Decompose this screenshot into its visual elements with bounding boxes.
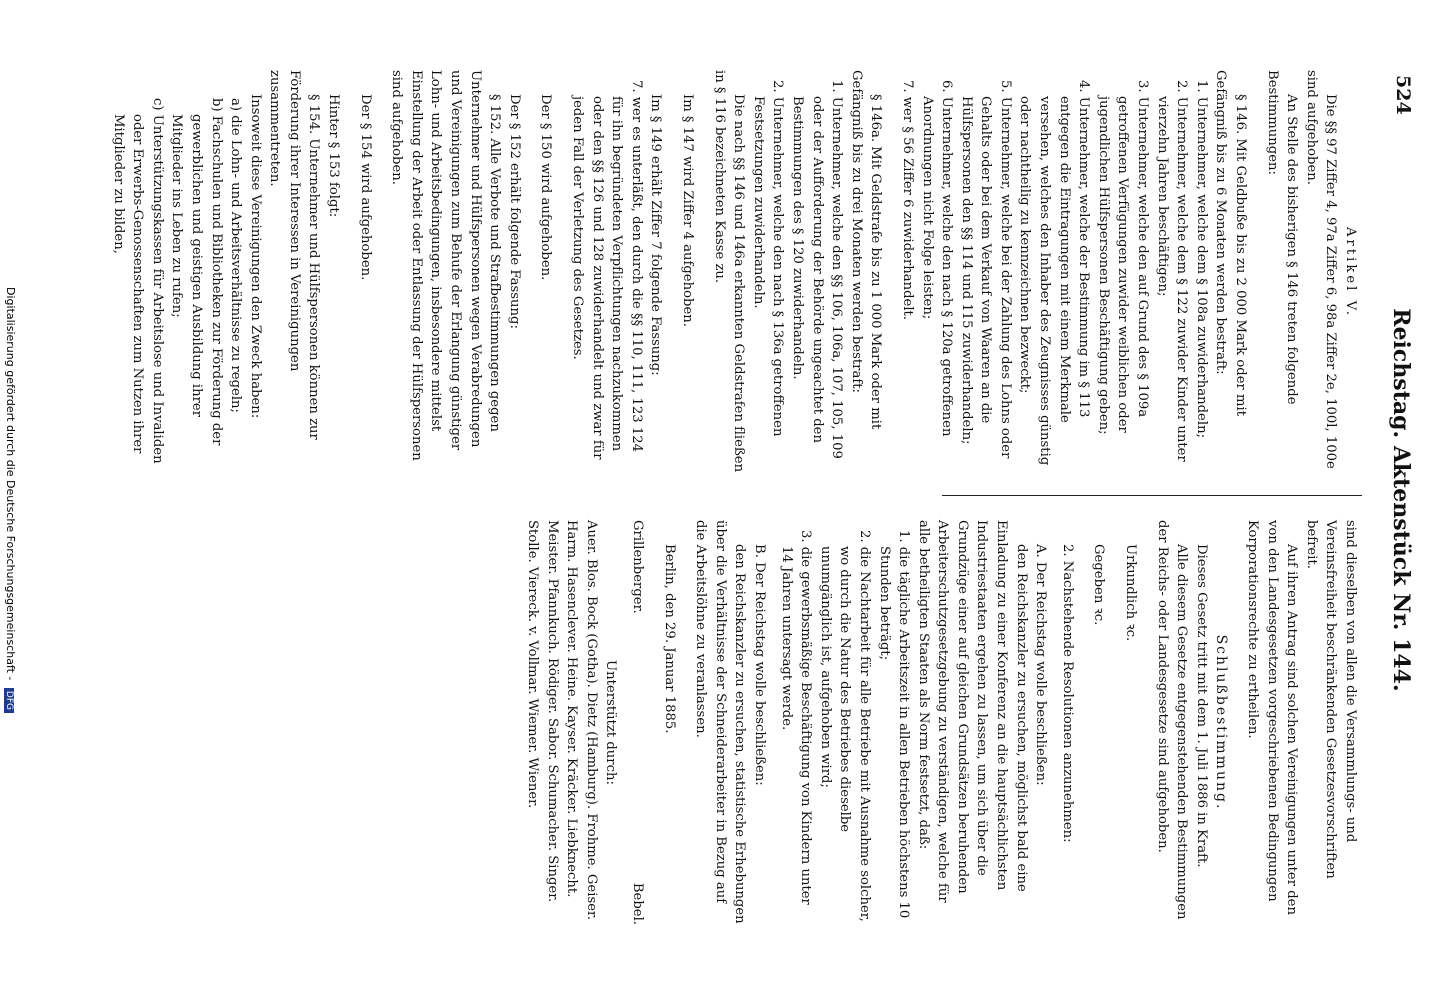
text-paragraph: 1. Unternehmer, welche dem § 108a zuwiderhandeln;	[1193, 80, 1209, 439]
text-paragraph: Der § 154 wird aufgehoben.	[357, 94, 373, 281]
text-paragraph: 1. die tägliche Arbeitszeit in allen Betrieben höchstens 10 Stunden beträgt;	[876, 530, 912, 919]
text-paragraph: den Reichskanzler zu ersuchen, statistische Erhebungen über die Verhältnisse der Schneiderarbeiter in Bezug auf die Arbeitslöhne zu veranlassen.	[693, 520, 748, 924]
spacer	[620, 520, 627, 925]
page-header	[1384, 30, 1414, 970]
spacer	[697, 70, 709, 475]
text-paragraph: 4. Unternehmer, welche der Bestimmung im § 113 entgegen die Eintragungen mit einem Merkmale versehen, welches den Inhaber des Zeugnisses günstig oder nachtheilig zu kennzeichnen bezweckt;	[1017, 80, 1092, 466]
spacer	[1108, 520, 1120, 925]
right-column	[522, 520, 1360, 925]
text-paragraph: 2. die Nachtarbeit für alle Betriebe mit Ausnahme solcher, wo durch die Natur des Betriebes dieselbe unumgänglich ist, aufgehoben wird;	[817, 530, 872, 922]
spacer	[769, 520, 776, 925]
text-paragraph: A. Der Reichstag wolle beschließen:	[1033, 544, 1049, 786]
spacer	[343, 70, 355, 475]
text-paragraph: 6. Unternehmer, welche den nach § 120a getroffenen Anordnungen nicht Folge leisten;	[919, 80, 955, 437]
text-paragraph: 2. Unternehmer, welche dem § 122 zuwider Kinder unter vierzehn Jahren beschäftigen;	[1154, 80, 1190, 462]
spacer	[1230, 520, 1242, 925]
column-divider	[942, 495, 1362, 496]
text-paragraph: An Stelle des bisherigen § 146 treten folgende Bestimmungen:	[1264, 70, 1300, 405]
spacer	[647, 520, 659, 925]
text-paragraph: § 152. Alle Verbote und Strafbestimmungen gegen Unternehmer und Hülfspersonen wegen Verabredungen und Vereinigungen zum Behufe der Erlangung günstiger Lohn- und Arbeitsbedingungen, insbesondere mittelst Einstellung der Arbeit oder Entlassung der Hülfspersonen sind aufgehoben.	[389, 70, 503, 461]
text-paragraph: Der § 152 erhält folgende Fassung:	[506, 94, 522, 329]
spacer	[1140, 520, 1152, 925]
dfg-logo: DFG	[4, 688, 14, 713]
text-paragraph: Die nach §§ 146 und 146a erkannten Geldstrafen fließen in § 116 bezeichneten Kasse zu.	[711, 70, 747, 473]
text-paragraph: B. Der Reichstag wolle beschließen:	[751, 544, 767, 786]
text-paragraph: § 154. Unternehmer und Hülfspersonen können zur Förderung ihrer Interessen in Vereinigungen zusammentreten.	[267, 70, 322, 440]
page-number: 524	[1392, 75, 1414, 115]
text-paragraph: Berlin, den 29. Januar 1885.	[661, 544, 677, 734]
spacer	[375, 70, 387, 475]
page-title: Reichstag. Aktenstück Nr. 144.	[1388, 308, 1414, 692]
spacer	[1050, 520, 1057, 925]
text-paragraph: Unterstützt durch:	[603, 660, 619, 785]
text-paragraph: a) die Lohn- und Arbeitsverhältnisse zu regeln;	[228, 98, 244, 413]
text-paragraph: Der § 150 wird aufgehoben.	[538, 94, 554, 281]
spacer	[679, 520, 691, 925]
spacer	[555, 70, 567, 475]
text-paragraph: c) Unterstützungskassen für Arbeitslose und Invaliden oder Erwerbs-Genossenschaften zum Nutzen ihrer Mitglieder zu bilden,	[110, 98, 165, 464]
signature-row	[627, 520, 647, 925]
text-paragraph: Auer. Blos. Bock (Gotha). Dietz (Hamburg). Frohme. Geiser. Harm. Hasenclever. Heine. Kayser. Kräcker. Liebknecht. Meister. Pfannkuch. Rödiger. Sabor. Schumacher. Singer. Stolle. Viereck. v. Vollmar. Wiemer. Wiener.	[525, 520, 599, 921]
text-paragraph: § 146. Mit Geldbuße bis zu 2 000 Mark oder mit Gefängniß bis zu 6 Monaten werden bestraft:	[1213, 70, 1249, 417]
text-paragraph: Dieses Gesetz tritt mit dem 1. Juli 1886 in Kraft.	[1193, 544, 1209, 868]
text-paragraph: 1. Unternehmer, welche den §§ 106, 106a, 107, 105, 109 oder der Aufforderung der Behörde ungeachtet den Bestimmungen des § 120 zuwiderhandeln.	[789, 80, 845, 459]
text-paragraph: Gegeben ꝛc.	[1091, 544, 1107, 626]
text-paragraph: Hinter § 153 folgt:	[326, 94, 342, 218]
text-paragraph: sind dieselben von allen die Versammlungs- und Vereinsfreiheit beschränkenden Gesetzesvorschriften befreit.	[1303, 520, 1358, 879]
text-paragraph: § 146a. Mit Geldstrafe bis zu 1 000 Mark oder mit Gefängniß bis zu drei Monaten werden bestraft:	[848, 70, 884, 430]
footer-text: Digitalisierung gefördert durch die Deutsche Forschungsgemeinschaft -	[4, 287, 17, 681]
spacer	[524, 70, 536, 475]
spacer	[1077, 520, 1089, 925]
text-paragraph: Im § 147 wird Ziffer 4 aufgehoben.	[680, 94, 695, 327]
spacer	[885, 70, 897, 475]
text-paragraph: 3. die gewerbsmäßige Beschäftigung von Kindern unter 14 Jahren untersagt werde.	[778, 530, 814, 905]
text-paragraph: Artikel V.	[1343, 227, 1358, 318]
text-paragraph: 5. Unternehmer, welche bei der Zahlung des Lohns oder Gehalts oder bei dem Verkauf von Waaren an die Hülfspersonen den §§ 114 und 115 zuwiderhandeln;	[958, 80, 1013, 459]
text-paragraph: Insoweit diese Vereinigungen den Zweck haben:	[247, 94, 263, 419]
text-paragraph: Die §§ 97 Ziffer 4, 97a Ziffer 6, 98a Ziffer 2e, 100l, 100e sind aufgehoben.	[1303, 70, 1339, 469]
text-paragraph: Urkundlich ꝛc.	[1123, 544, 1139, 642]
signatory-name: Grillenberger.	[630, 520, 645, 614]
text-paragraph: den Reichskanzler zu ersuchen, möglichst bald eine Einladung zu einer Konferenz an die hauptsächlichsten Industriestaaten ergehen zu lassen, um sich über die Grundzüge einer auf gleichen Grundsätzen beruhenden Arbeiterschutzgesetzgebung zu verständigen, welche für alle betheiligten Staaten als Norm festsetzt, daß:	[915, 520, 1029, 903]
text-paragraph: 7. wer § 56 Ziffer 6 zuwiderhandelt.	[899, 80, 915, 321]
spacer	[1250, 70, 1262, 475]
text-paragraph: Schlußbestimmung.	[1213, 634, 1230, 811]
text-paragraph: 2. Unternehmer, welche den nach § 136a getroffenen Festsetzungen zuwiderhandeln.	[750, 80, 786, 437]
text-paragraph: Im § 149 erhält Ziffer 7 folgende Fassung:	[648, 94, 664, 376]
left-column	[108, 70, 1360, 475]
text-paragraph: 2. Nachstehende Resolutionen anzunehmen:	[1059, 544, 1075, 843]
text-paragraph: 3. Unternehmer, welche den auf Grund des § 109a getroffenen Verfügungen zuwider weiblichen oder jugendlichen Hülfspersonen Beschäftigung geben;	[1095, 80, 1151, 435]
text-paragraph: b) Fachschulen und Bibliotheken zur Förderung der gewerblichen und geistigen Ausbildung ihrer Mitglieder ins Leben zu rufen;	[169, 98, 224, 446]
digitization-footer	[4, 0, 17, 1000]
text-paragraph: 7. wer es unterläßt, den durch die §§ 110, 111, 123 124 für ihn begründeten Verpflichtungen nachzukommen oder den §§ 126 und 128 zuwiderhandelt und zwar für jeden Fall der Verletzung des Gesetzes.	[570, 80, 644, 460]
text-paragraph: Alle diesem Gesetze entgegenstehenden Bestimmungen der Reichs- oder Landesgesetze sind aufgehoben.	[1154, 520, 1190, 920]
signatory-name: Bebel.	[630, 882, 645, 925]
text-paragraph: Auf ihren Antrag sind solchen Vereinigungen unter den von den Landesgesetzen vorgeschriebenen Bedingungen Korporationsrechte zu ertheilen.	[1245, 520, 1300, 915]
spacer	[665, 70, 677, 475]
